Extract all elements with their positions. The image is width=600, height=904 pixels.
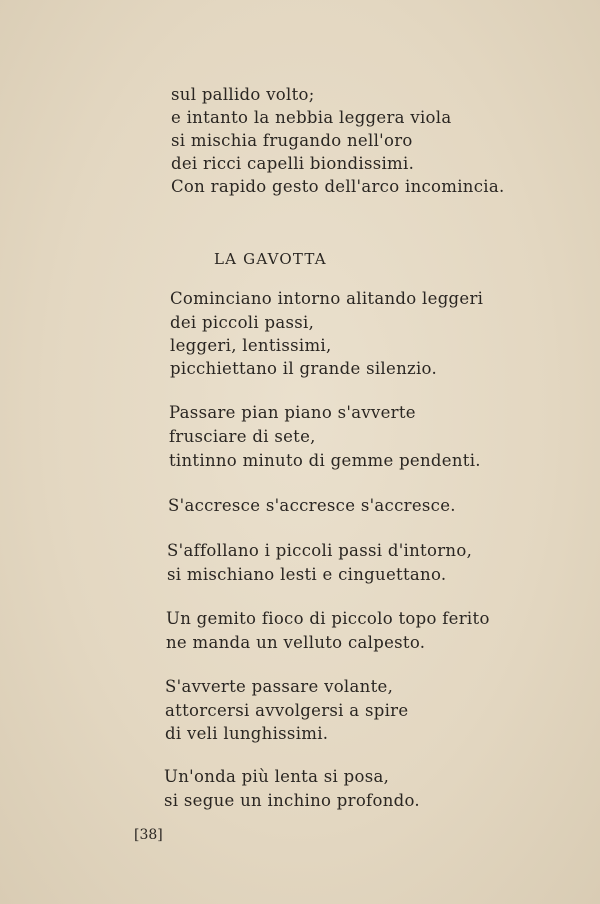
poem-title: LA GAVOTTA [214,250,327,268]
poem-line: tintinno minuto di gemme pendenti. [169,451,481,470]
page-number: [38] [134,827,163,843]
poem-line: dei piccoli passi, [170,313,315,332]
intro-line: e intanto la nebbia leggera viola [171,108,452,127]
poem-line: S'affollano i piccoli passi d'intorno, [167,541,473,560]
poem-line: attorcersi avvolgersi a spire [165,701,409,720]
poem-line: si mischiano lesti e cinguettano. [167,565,447,584]
poem-line: S'accresce s'accresce s'accresce. [168,496,456,515]
poem-line: frusciare di sete, [169,427,316,446]
poem-line: ne manda un velluto calpesto. [166,633,426,652]
poem-line: si segue un inchino profondo. [164,791,420,810]
poem-line: Un gemito fioco di piccolo topo ferito [166,609,490,628]
intro-line: Con rapido gesto dell'arco incomincia. [171,177,505,196]
intro-line: sul pallido volto; [171,85,315,104]
intro-line: si mischia frugando nell'oro [171,131,413,150]
poem-line: picchiettano il grande silenzio. [170,359,438,378]
poem-line: Cominciano intorno alitando leggeri [170,289,484,308]
poem-line: leggeri, lentissimi, [170,336,332,355]
intro-line: dei ricci capelli biondissimi. [171,154,415,173]
poem-line: di veli lunghissimi. [165,724,329,743]
poem-line: Un'onda più lenta si posa, [164,767,390,786]
poem-line: S'avverte passare volante, [165,677,394,696]
poem-line: Passare pian piano s'avverte [169,403,416,422]
